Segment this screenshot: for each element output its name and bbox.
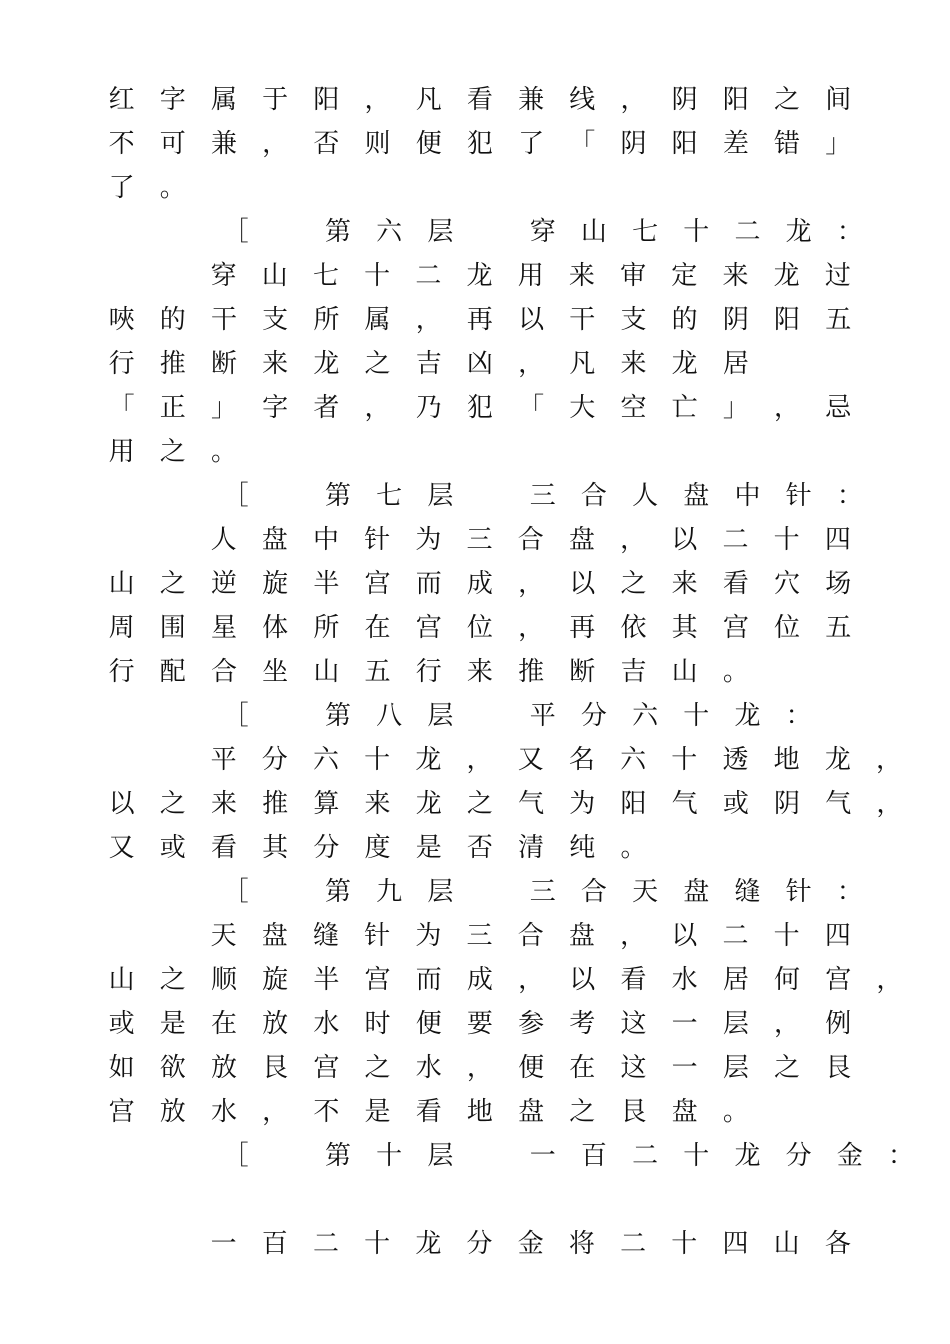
section-heading: ［ 第 九 层 三 合 天 盘 缝 针 ： [222,877,863,907]
text-line: 行 配 合 坐 山 五 行 来 推 断 吉 山 。 [108,657,749,687]
text-line: 又 或 看 其 分 度 是 否 清 纯 。 [108,833,647,863]
text-line: 以 之 来 推 算 来 龙 之 气 为 阳 气 或 阴 气 ， [108,789,903,819]
text-line: 一 百 二 十 龙 分 金 将 二 十 四 山 各 [210,1229,851,1259]
text-line: 平 分 六 十 龙 ， 又 名 六 十 透 地 龙 ， [210,745,903,775]
text-line: 穿 山 七 十 二 龙 用 来 审 定 来 龙 过 [210,261,851,291]
text-line: 山 之 逆 旋 半 宫 而 成 ， 以 之 来 看 穴 场 [108,569,852,599]
text-line: 红 字 属 于 阳 ， 凡 看 兼 线 ， 阴 阳 之 间 [108,85,852,115]
text-line: 或 是 在 放 水 时 便 要 参 考 这 一 层 ， 例 [108,1009,852,1039]
section-heading: ［ 第 十 层 一 百 二 十 龙 分 金 ： [222,1141,915,1171]
text-line: 行 推 断 来 龙 之 吉 凶 ， 凡 来 龙 居 [108,349,749,379]
text-line: 不 可 兼 ， 否 则 便 犯 了 「 阴 阳 差 错 」 [108,129,852,159]
text-line: 山 之 顺 旋 半 宫 而 成 ， 以 看 水 居 何 宫 ， [108,965,903,995]
text-line: 「 正 」 字 者 ， 乃 犯 「 大 空 亡 」 ， 忌 [108,393,852,423]
section-heading: ［ 第 六 层 穿 山 七 十 二 龙 ： [222,217,863,247]
section-heading: ［ 第 八 层 平 分 六 十 龙 ： [222,701,812,731]
text-line: 天 盘 缝 针 为 三 合 盘 ， 以 二 十 四 [210,921,851,951]
section-heading: ［ 第 七 层 三 合 人 盘 中 针 ： [222,481,863,511]
text-line: 了 。 [108,173,186,203]
text-line: 如 欲 放 艮 宫 之 水 ， 便 在 这 一 层 之 艮 [108,1053,852,1083]
text-line: 人 盘 中 针 为 三 合 盘 ， 以 二 十 四 [210,525,851,555]
text-line: 周 围 星 体 所 在 宫 位 ， 再 依 其 宫 位 五 [108,613,852,643]
text-line: 唊 的 干 支 所 属 ， 再 以 干 支 的 阴 阳 五 [108,305,852,335]
text-line: 宫 放 水 ， 不 是 看 地 盘 之 艮 盘 。 [108,1097,749,1127]
text-line: 用 之 。 [108,437,237,467]
